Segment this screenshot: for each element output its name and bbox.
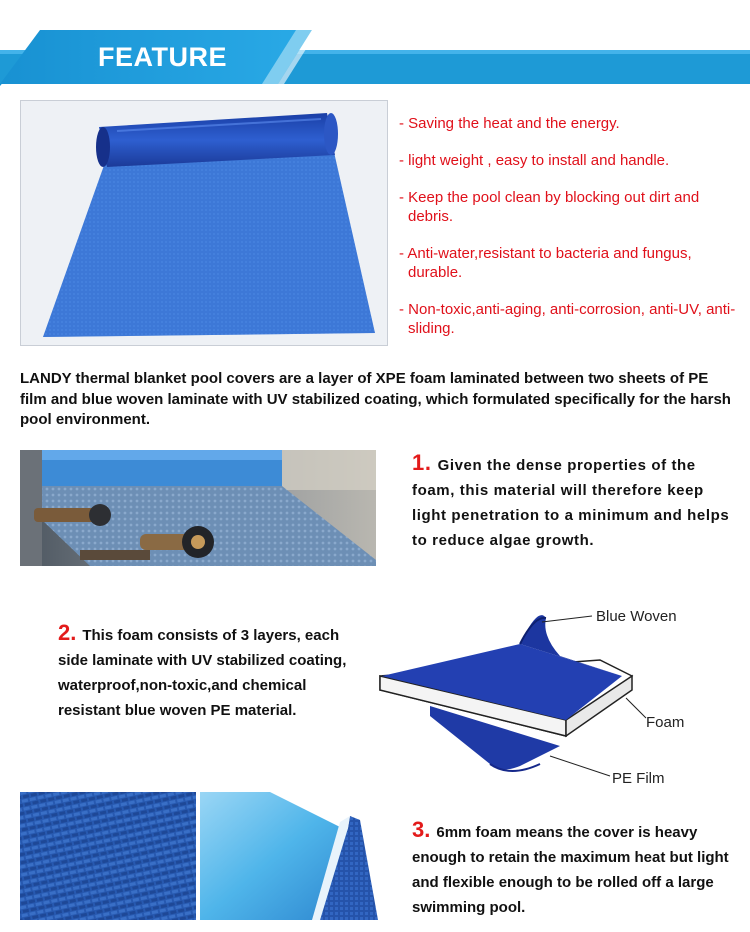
feature-item: - Anti-water,resistant to bacteria and fungus, durable. — [399, 245, 692, 281]
label-pe-film: PE Film — [612, 770, 665, 787]
point-2-text: This foam consists of 3 layers, each side laminate with UV stabilized coating, waterproof,non-toxic,and chemical resistant blue woven PE material. — [58, 627, 347, 719]
feature-item: - Saving the heat and the energy. — [399, 115, 620, 132]
layer-diagram — [370, 596, 730, 796]
production-machine-image — [20, 450, 376, 566]
point-2-number: 2. — [58, 620, 77, 645]
feature-item: - Non-toxic,anti-aging, anti-corrosion, anti-UV, anti-sliding. — [399, 301, 736, 337]
pool-cover-roll-image — [20, 100, 388, 346]
point-1 — [412, 450, 742, 553]
label-foam: Foam — [646, 714, 685, 731]
feature-item: - Keep the pool clean by blocking out dirt and debris. — [399, 189, 700, 225]
woven-texture-image — [20, 792, 196, 920]
point-3-number: 3. — [412, 817, 431, 842]
feature-item: - light weight , easy to install and handle. — [399, 152, 670, 169]
point-1-number: 1. — [412, 450, 432, 475]
point-2 — [58, 620, 348, 723]
intro-paragraph: LANDY thermal blanket pool covers are a layer of XPE foam laminated between two sheets of PE film and blue woven laminate with UV stabilized coating, which formulated specifically for the harsh pool environment. — [20, 370, 731, 428]
point-3-text: 6mm foam means the cover is heavy enough to retain the maximum heat but light and flexible enough to be rolled off a large swimming pool. — [412, 824, 729, 916]
banner-title: FEATURE — [98, 42, 227, 72]
point-1-text: Given the dense properties of the foam, this material will therefore keep light penetration to a minimum and helps to reduce algae growth. — [412, 457, 730, 549]
point-3 — [412, 817, 742, 920]
foam-sheet-image — [200, 792, 378, 920]
feature-banner — [0, 0, 750, 100]
label-blue-woven: Blue Woven — [596, 608, 677, 625]
